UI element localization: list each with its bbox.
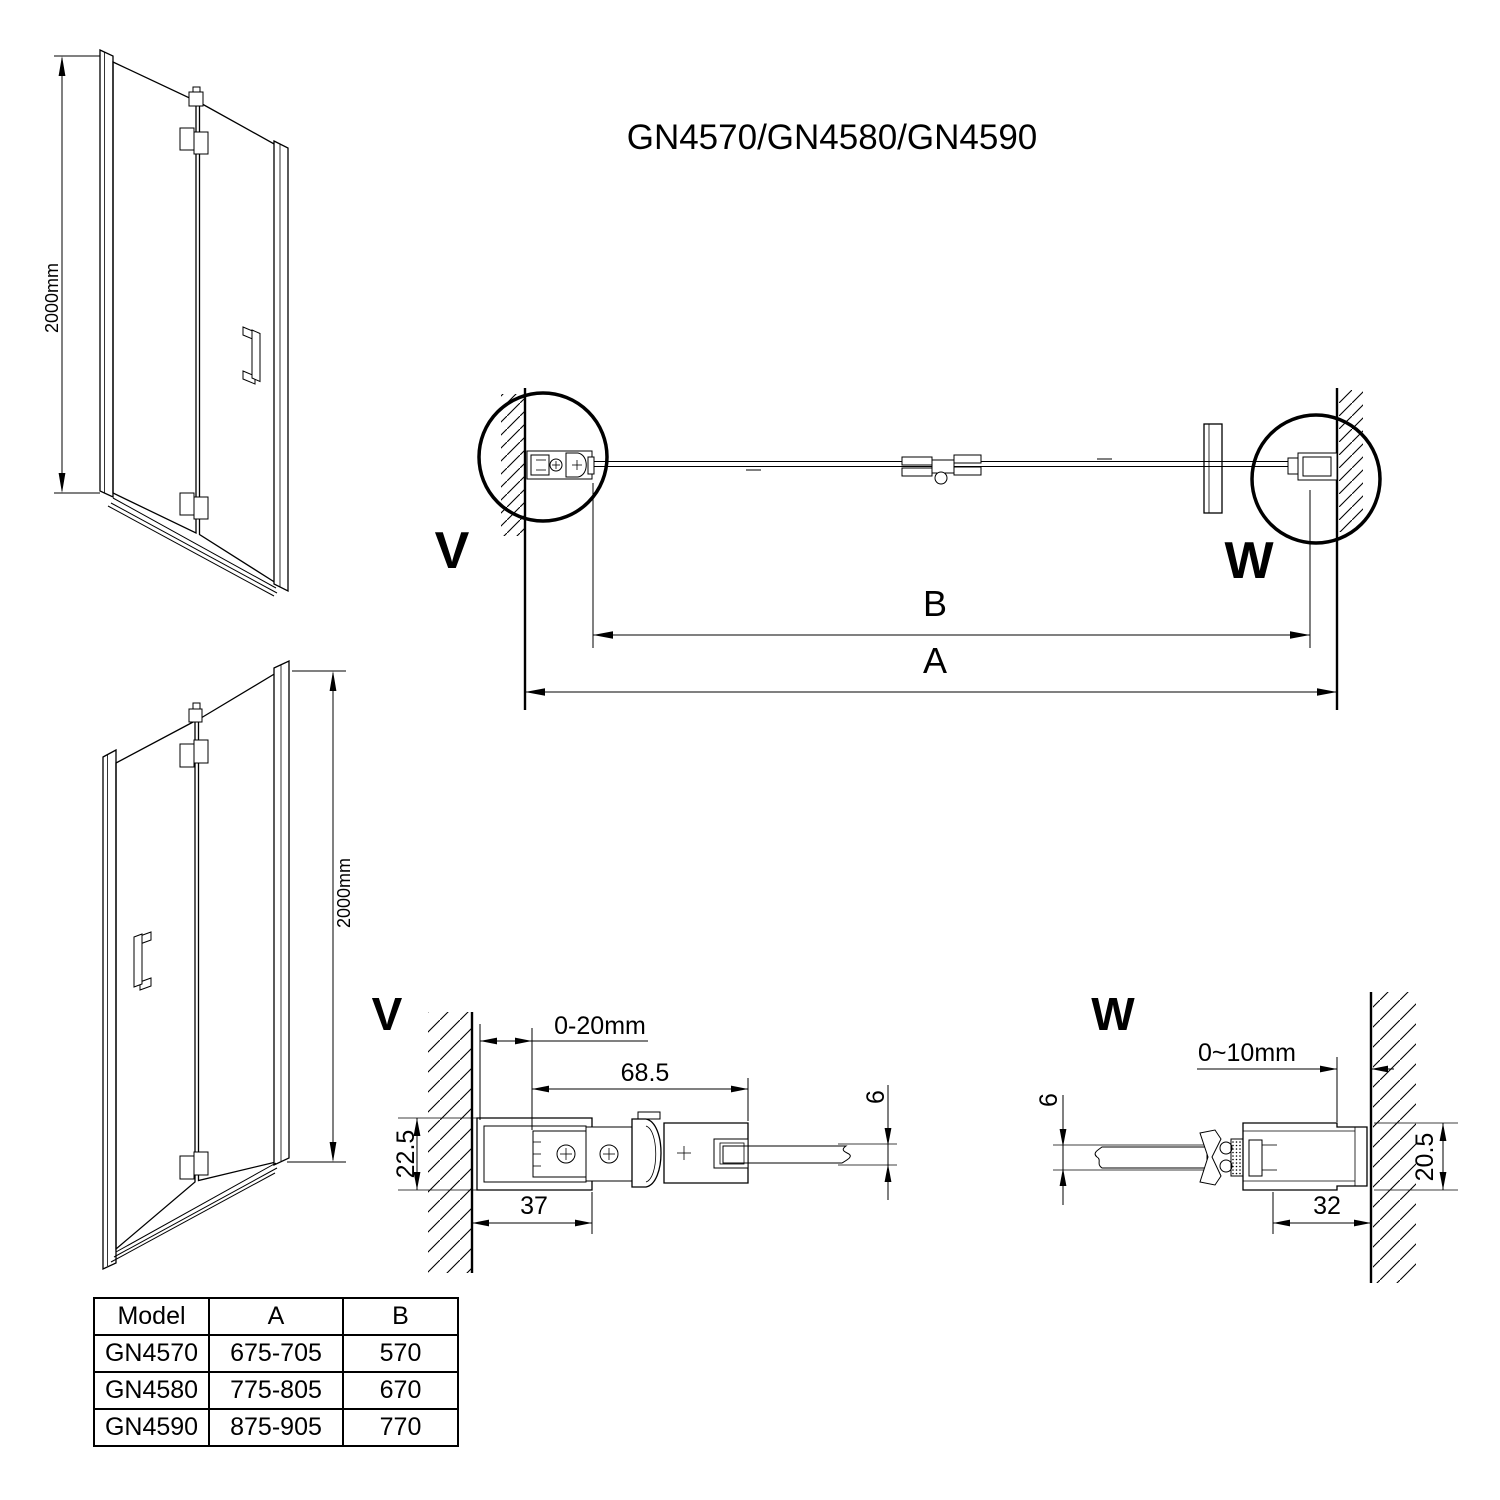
detail-v-wall-hatch [428,1012,471,1273]
door-top-upper-hinge [180,128,208,154]
cell-model: GN4580 [94,1372,209,1409]
detail-w-section [1035,988,1458,1283]
plan-handle [1204,424,1222,513]
plan-dim-a-label: A [922,640,948,681]
cell-b: 670 [343,1372,458,1409]
model-spec-table [93,1297,459,1447]
plan-detail-w-label: W [1224,532,1274,590]
table-row [94,1409,458,1446]
detail-v-title: V [371,988,403,1040]
door-bottom-upper-hinge [180,740,208,767]
plan-dimension-a [525,640,1337,696]
cell-model: GN4570 [94,1335,209,1372]
detail-w-title: W [1091,988,1135,1040]
plan-view [435,388,1380,710]
header-model: Model [94,1298,209,1335]
door-top-lower-hinge [180,493,208,519]
table-row [94,1335,458,1372]
door-top-pivot-block [189,92,203,106]
plan-right-wall-hatch [1339,390,1363,532]
header-a: A [209,1298,343,1335]
detail-w-seal [1200,1130,1243,1185]
detail-v-glass-dimension [862,1085,891,1200]
detail-w-profile-dimension [1273,1192,1371,1234]
door-bottom-height-label: 2000mm [334,857,354,929]
plan-center-hinge [902,455,981,484]
door-bottom-left-post [103,750,116,1269]
door-view-top [42,50,288,596]
cell-a: 775-805 [209,1372,343,1409]
drawing-title: GN4570/GN4580/GN4590 [626,118,1038,157]
detail-w-profile-label: 32 [1313,1192,1341,1220]
plan-detail-v-label: V [434,522,470,580]
door-view-bottom [103,661,354,1269]
door-bottom-glass-right [199,673,277,1181]
door-top-right-post [274,141,288,591]
detail-v-profile-dimension [472,1192,592,1234]
detail-v-profile-label: 37 [520,1192,548,1220]
cell-model: GN4590 [94,1409,209,1446]
header-b: B [343,1298,458,1335]
table-header-row [94,1298,458,1335]
door-bottom-pivot-block [189,709,202,722]
detail-v-glass-label: 6 [862,1090,890,1104]
door-bottom-handle [134,932,151,990]
detail-w-wall-profile [1243,1123,1367,1190]
detail-v-door-profile [664,1123,748,1183]
door-top-height-label: 2000mm [42,262,62,334]
door-top-handle [243,327,260,384]
door-top-height-dimension [42,56,100,493]
detail-w-depth-label: 20.5 [1411,1132,1439,1182]
cell-b: 770 [343,1409,458,1446]
cell-a: 675-705 [209,1335,343,1372]
detail-w-wall-hatch [1373,992,1416,1283]
door-bottom-lower-hinge [180,1152,208,1179]
detail-w-gap-dimension [1197,1039,1394,1122]
detail-v-pivot-profile [586,1112,661,1187]
detail-w-glass-label: 6 [1035,1093,1063,1107]
detail-w-gap-label: 0~10mm [1198,1039,1296,1067]
plan-wall-profile-right [1288,453,1337,480]
detail-v-width-label: 68.5 [620,1059,670,1087]
detail-v-section [372,988,897,1273]
plan-wall-profile-left [527,451,594,479]
cell-b: 570 [343,1335,458,1372]
plan-dimension-b [593,483,1310,648]
table-row [94,1372,458,1409]
door-top-left-post [100,50,113,497]
detail-v-gap-label: 0-20mm [554,1012,646,1040]
door-bottom-right-post [274,661,289,1165]
detail-v-wall-profile [477,1118,592,1190]
detail-w-glass [1095,1147,1207,1168]
detail-w-glass-dimension [1035,1093,1066,1205]
door-top-glass-right [200,103,277,584]
detail-v-depth-label: 22.5 [392,1129,420,1179]
detail-v-depth-dimension [392,1118,420,1190]
door-bottom-height-dimension [287,671,354,1162]
plan-dim-b-label: B [922,583,948,624]
cell-a: 875-905 [209,1409,343,1446]
